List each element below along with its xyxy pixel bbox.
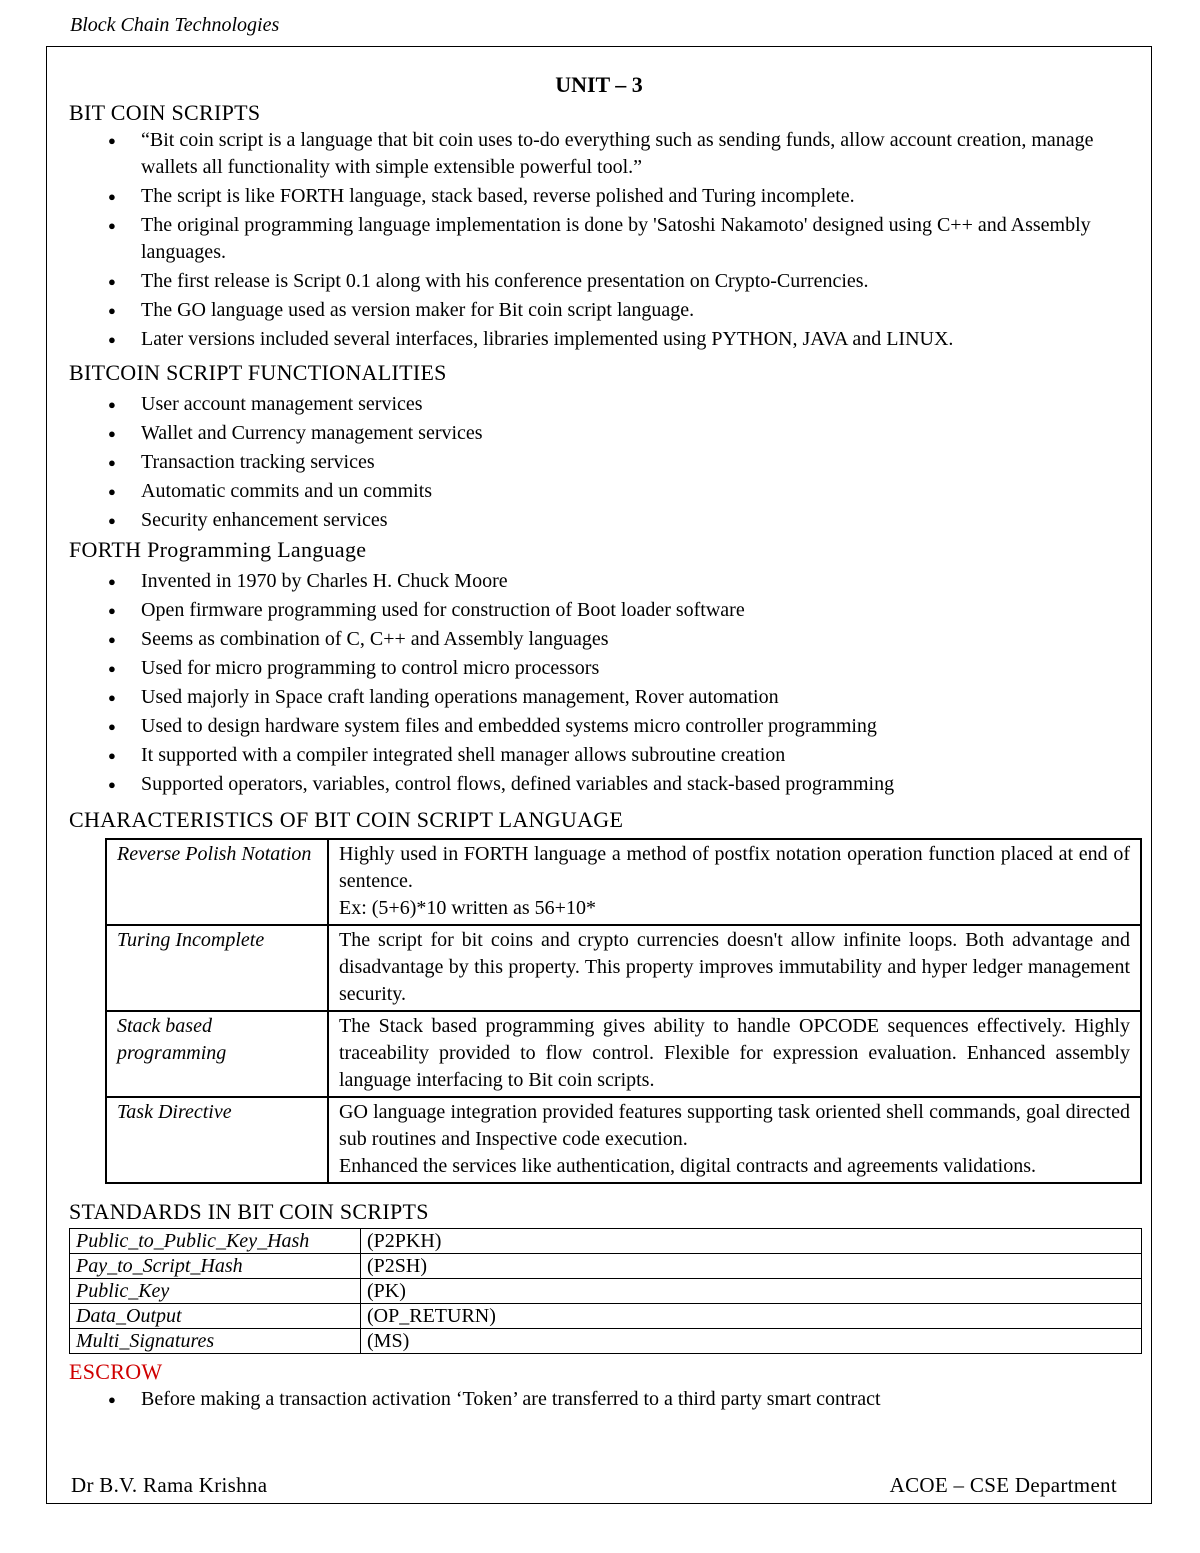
description-line: The script for bit coins and crypto currencies doesn't allow infinite loops. Both advantage and disadvantage by this property. This property improves immutability and hyper ledger management security. <box>339 929 1130 1005</box>
list-item: ● Seems as combination of C, C++ and Assembly languages <box>141 626 1129 653</box>
table-row <box>106 1011 1141 1097</box>
section-heading-characteristics: CHARACTERISTICS OF BIT COIN SCRIPT LANGUAGE <box>69 807 624 832</box>
standard-name: Public_Key <box>70 1279 361 1304</box>
table-row <box>70 1304 1142 1329</box>
footer-author: Dr B.V. Rama Krishna <box>71 1473 268 1497</box>
list-item: ● Wallet and Currency management services <box>141 420 1129 447</box>
table-row <box>70 1329 1142 1354</box>
table-row <box>70 1279 1142 1304</box>
description-line: GO language integration provided features supporting task oriented shell commands, goal directed sub routines and Inspective code execution. <box>339 1101 1130 1150</box>
section-heading-escrow: ESCROW <box>69 1359 163 1384</box>
list-item: ● Used for micro programming to control micro processors <box>141 655 1129 682</box>
list-item: ● Security enhancement services <box>141 507 1129 534</box>
list-item: ● Later versions included several interfaces, libraries implemented using PYTHON, JAVA and LINUX. <box>141 326 1129 353</box>
list-item: ● Before making a transaction activation ‘Token’ are transferred to a third party smart contract <box>141 1386 1129 1413</box>
list-item: ● The GO language used as version maker for Bit coin script language. <box>141 297 1129 324</box>
section-heading-scripts: BIT COIN SCRIPTS <box>69 100 261 125</box>
description-line: Highly used in FORTH language a method of postfix notation operation function placed at end of sentence. <box>339 843 1130 892</box>
list-item: ● Used majorly in Space craft landing operations management, Rover automation <box>141 684 1129 711</box>
list-item: ● The script is like FORTH language, stack based, reverse polished and Turing incomplete. <box>141 183 1129 210</box>
characteristic-term: Task Directive <box>106 1097 328 1183</box>
page-footer <box>71 1473 1117 1498</box>
list-item: ● Open firmware programming used for construction of Boot loader software <box>141 597 1129 624</box>
description-line: Enhanced the services like authentication, digital contracts and agreements validations. <box>339 1155 1036 1177</box>
list-item: ● Used to design hardware system files and embedded systems micro controller programming <box>141 713 1129 740</box>
standard-name: Data_Output <box>70 1304 361 1329</box>
characteristic-description <box>328 925 1141 1011</box>
list-item: ● The first release is Script 0.1 along with his conference presentation on Crypto-Currencies. <box>141 268 1129 295</box>
list-item: ● Supported operators, variables, control flows, defined variables and stack-based programming <box>141 771 1129 798</box>
footer-department: ACOE – CSE Department <box>889 1473 1117 1497</box>
characteristic-term: Reverse Polish Notation <box>106 839 328 925</box>
standard-name: Pay_to_Script_Hash <box>70 1254 361 1279</box>
list-item: ● It supported with a compiler integrated shell manager allows subroutine creation <box>141 742 1129 769</box>
standard-code: (PK) <box>361 1279 1142 1304</box>
list-item: ● “Bit coin script is a language that bit coin uses to-do everything such as sending funds, allow account creation, manage wallets all functionality with simple extensible powerful tool.” <box>141 127 1129 181</box>
page-frame <box>46 46 1152 1504</box>
list-item: ● Automatic commits and un commits <box>141 478 1129 505</box>
list-item: ● The original programming language implementation is done by 'Satoshi Nakamoto' designed using C++ and Assembly languages. <box>141 212 1129 266</box>
characteristic-term: Turing Incomplete <box>106 925 328 1011</box>
standard-code: (MS) <box>361 1329 1142 1354</box>
table-row <box>106 839 1141 925</box>
characteristic-description <box>328 839 1141 925</box>
characteristics-table <box>105 838 1142 1184</box>
list-item: ● User account management services <box>141 391 1129 418</box>
section-heading-forth: FORTH Programming Language <box>69 537 367 562</box>
standard-code: (P2SH) <box>361 1254 1142 1279</box>
scripts-list <box>69 127 1129 353</box>
characteristic-term: Stack based programming <box>106 1011 328 1097</box>
escrow-list <box>69 1386 1129 1413</box>
section-heading-functionalities: BITCOIN SCRIPT FUNCTIONALITIES <box>69 360 447 385</box>
description-line: The Stack based programming gives ability to handle OPCODE sequences effectively. Highly traceability provided to flow control. Flexible for expression evaluation. Enhanced assembly language interfacing to Bit coin scripts. <box>339 1015 1130 1091</box>
characteristic-description <box>328 1097 1141 1183</box>
section-heading-standards: STANDARDS IN BIT COIN SCRIPTS <box>69 1199 429 1224</box>
standards-table <box>69 1228 1142 1354</box>
forth-list <box>69 568 1129 798</box>
table-row <box>70 1254 1142 1279</box>
list-item: ● Transaction tracking services <box>141 449 1129 476</box>
functionalities-list <box>69 391 1129 534</box>
standard-name: Public_to_Public_Key_Hash <box>70 1229 361 1254</box>
standard-code: (OP_RETURN) <box>361 1304 1142 1329</box>
standard-name: Multi_Signatures <box>70 1329 361 1354</box>
description-line: Ex: (5+6)*10 written as 56+10* <box>339 897 596 919</box>
standard-code: (P2PKH) <box>361 1229 1142 1254</box>
running-header: Block Chain Technologies <box>70 14 280 36</box>
table-row <box>106 925 1141 1011</box>
list-item: ● Invented in 1970 by Charles H. Chuck Moore <box>141 568 1129 595</box>
unit-title: UNIT – 3 <box>555 72 643 97</box>
characteristic-description <box>328 1011 1141 1097</box>
page-content <box>69 71 1129 1415</box>
table-row <box>106 1097 1141 1183</box>
table-row <box>70 1229 1142 1254</box>
